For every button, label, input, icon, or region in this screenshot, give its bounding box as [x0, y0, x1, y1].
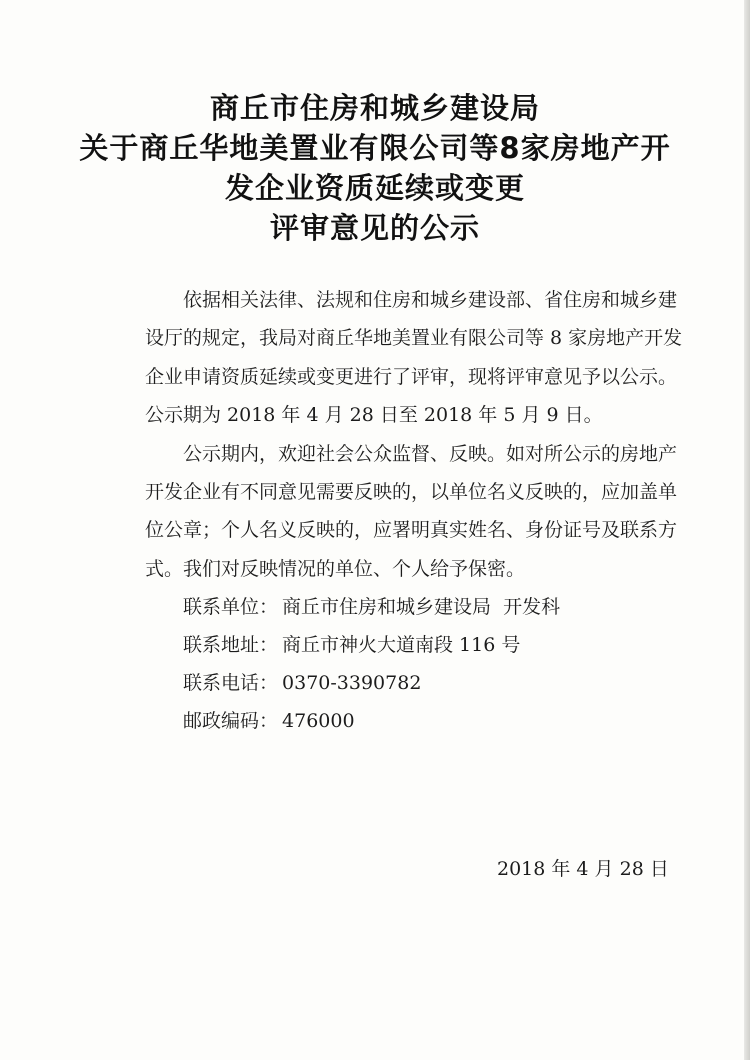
paragraph-2-line-3: 位公章；个人名义反映的，应署明真实姓名、身份证号及联系方 [145, 519, 678, 541]
contact-unit-label: 联系单位： [183, 596, 279, 618]
contact-phone-label: 联系电话： [183, 672, 279, 694]
contact-postcode-label: 邮政编码： [183, 710, 279, 732]
title-subject-line-1: 关于商丘华地美置业有限公司等8家房地产开 [79, 131, 671, 165]
contact-address [183, 630, 520, 657]
contact-address-value: 商丘市神火大道南段 116 号 [282, 634, 521, 656]
contact-address-label: 联系地址： [183, 634, 279, 656]
contact-phone [183, 668, 421, 695]
contact-postcode [183, 706, 355, 733]
title-subject-line-2: 发企业资质延续或变更 [224, 171, 525, 205]
title-issuer: 商丘市住房和城乡建设局 [209, 91, 540, 125]
paragraph-1-line-4: 公示期为 2018 年 4 月 28 日至 2018 年 5 月 9 日。 [145, 404, 603, 426]
contact-unit-value: 商丘市住房和城乡建设局 开发科 [282, 596, 561, 618]
paragraph-2-line-4: 式。我们对反映情况的单位、个人给予保密。 [145, 558, 526, 580]
contact-unit [183, 592, 560, 619]
document-date: 2018 年 4 月 28 日 [497, 858, 669, 880]
paragraph-1-line-3: 企业申请资质延续或变更进行了评审，现将评审意见予以公示。 [145, 366, 678, 388]
paragraph-2-line-2: 开发企业有不同意见需要反映的，以单位名义反映的，应加盖单 [145, 481, 678, 503]
paragraph-1-line-2: 设厅的规定，我局对商丘华地美置业有限公司等 8 家房地产开发 [145, 327, 683, 349]
paragraph-2-line-1: 公示期内，欢迎社会公众监督、反映。如对所公示的房地产 [183, 443, 678, 465]
title-subject-line-3: 评审意见的公示 [269, 211, 480, 245]
contact-postcode-value: 476000 [282, 710, 355, 732]
contact-phone-value: 0370-3390782 [282, 672, 422, 694]
paragraph-1-line-1: 依据相关法律、法规和住房和城乡建设部、省住房和城乡建 [183, 289, 678, 311]
scan-edge-shadow [744, 0, 750, 1060]
